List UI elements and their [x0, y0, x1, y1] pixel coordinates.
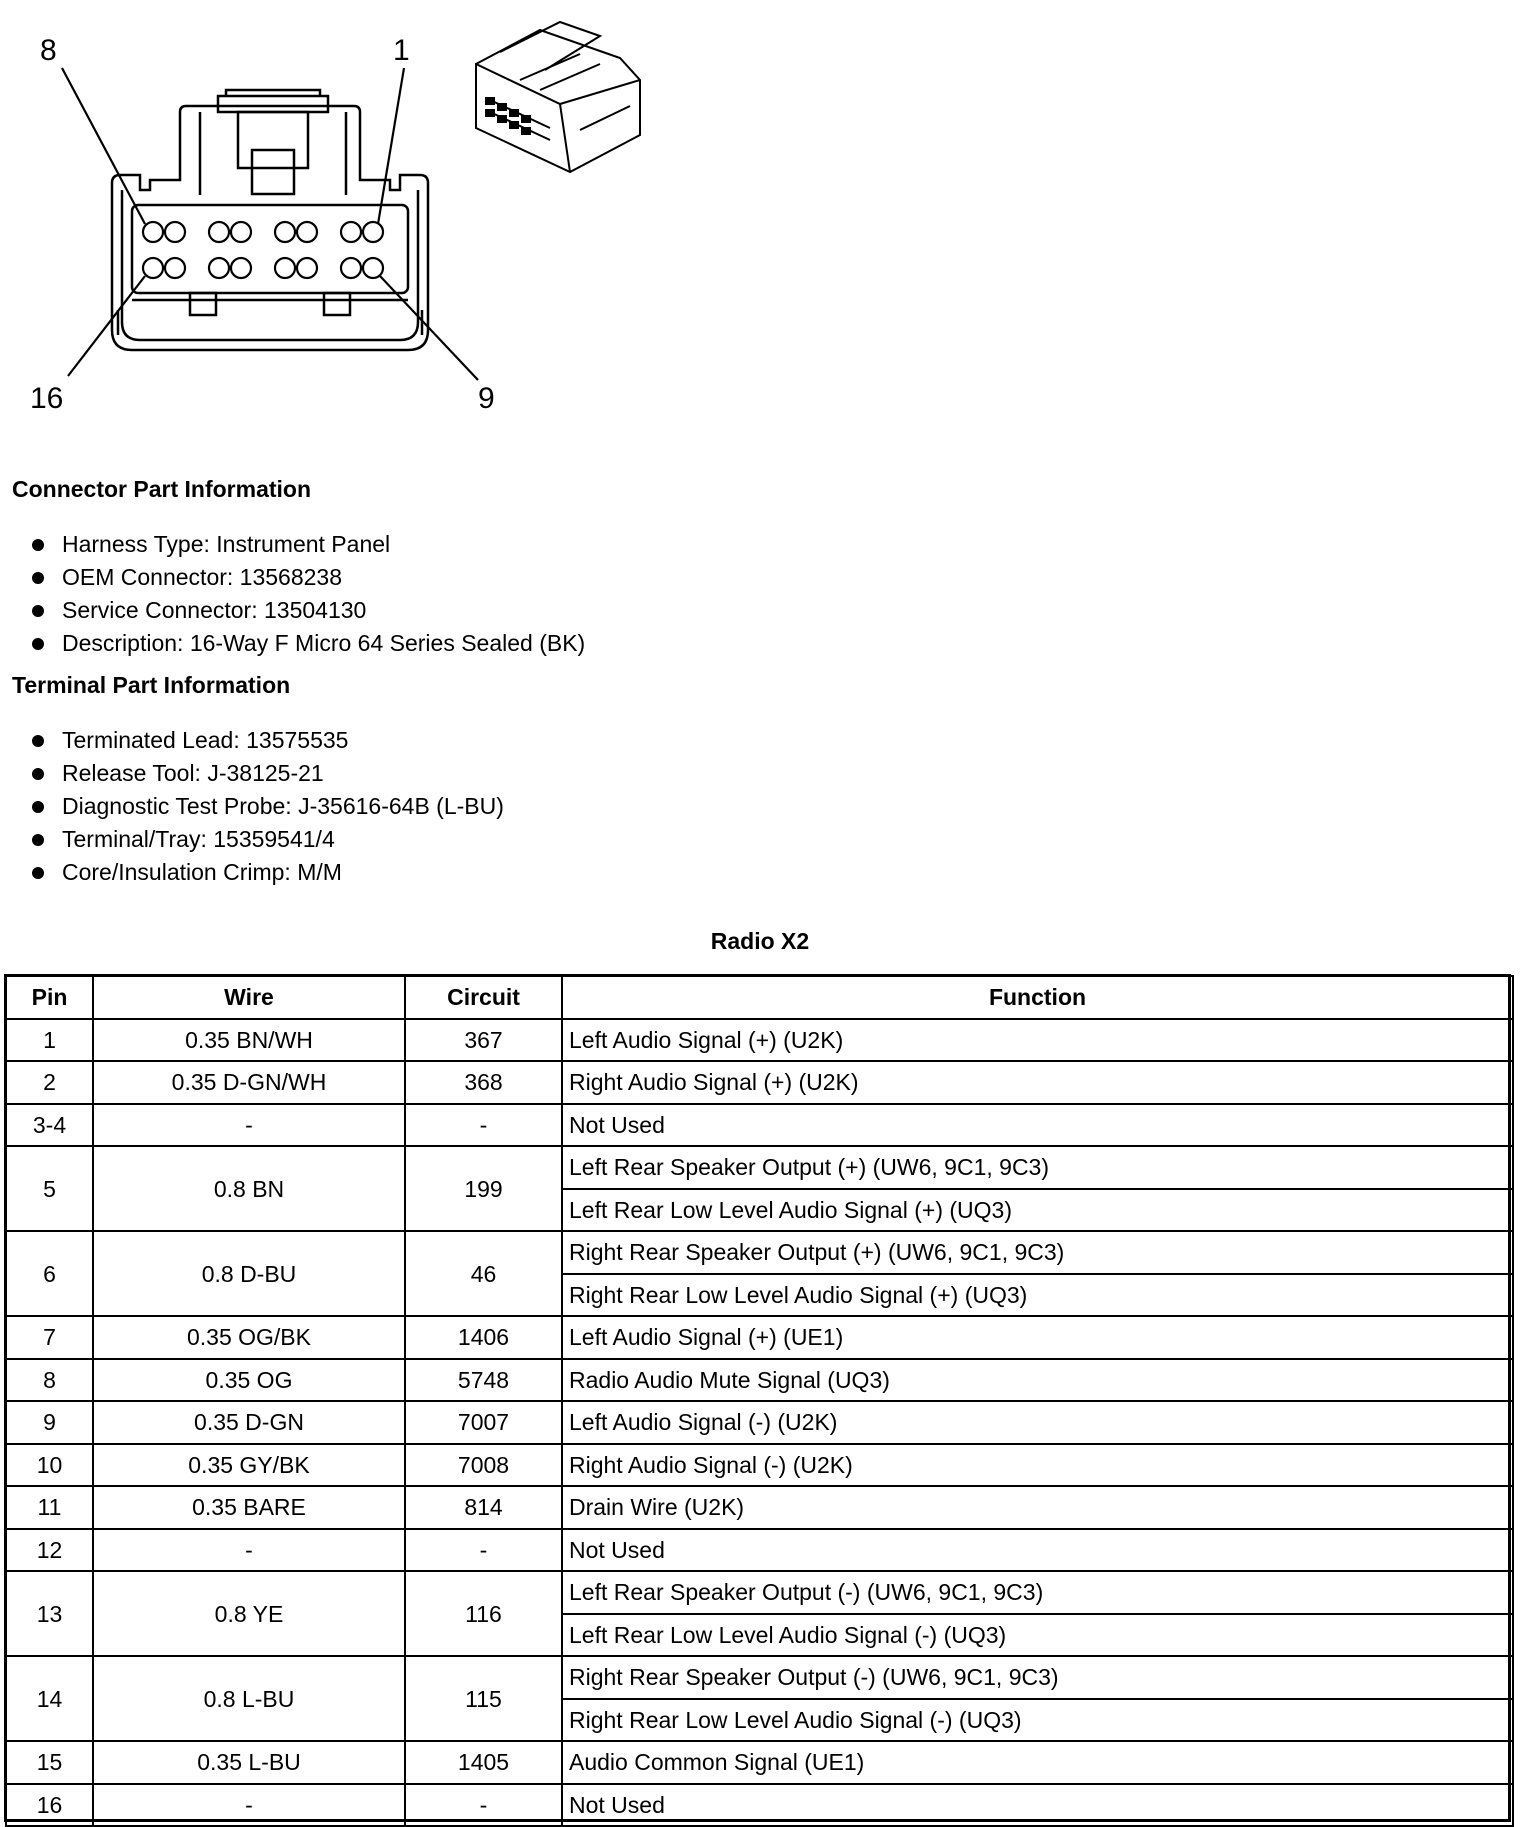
table-row — [6, 1231, 1513, 1274]
wire-cell: 0.35 BARE — [93, 1486, 405, 1529]
pin-label-8: 8 — [40, 34, 57, 67]
table-row — [6, 1316, 1513, 1359]
header-wire: Wire — [93, 976, 405, 1019]
wire-cell: 0.8 BN — [93, 1146, 405, 1231]
function-cell: Drain Wire (U2K) — [562, 1486, 1513, 1529]
wire-cell: 0.8 D-BU — [93, 1231, 405, 1316]
pin-cell: 5 — [6, 1146, 93, 1231]
wire-cell: - — [93, 1104, 405, 1147]
pin-label-1: 1 — [393, 34, 410, 67]
circuit-cell: 115 — [405, 1656, 562, 1741]
function-cell: Left Rear Speaker Output (-) (UW6, 9C1, 9C3) — [562, 1571, 1513, 1614]
pin-cell: 11 — [6, 1486, 93, 1529]
circuit-cell: 116 — [405, 1571, 562, 1656]
pin-cell: 7 — [6, 1316, 93, 1359]
circuit-cell: 7008 — [405, 1444, 562, 1487]
wire-cell: 0.35 L-BU — [93, 1741, 405, 1784]
pin-table — [5, 975, 1514, 1827]
connector-info-title: Connector Part Information — [12, 476, 312, 502]
function-cell: Left Audio Signal (+) (U2K) — [562, 1019, 1513, 1062]
connector-info-list — [30, 528, 585, 660]
function-cell: Right Rear Low Level Audio Signal (-) (UQ3) — [562, 1699, 1513, 1742]
pin-cell: 1 — [6, 1019, 93, 1062]
list-item: Release Tool: J-38125-21 — [30, 757, 504, 790]
table-row — [6, 1146, 1513, 1189]
function-cell: Not Used — [562, 1784, 1513, 1827]
list-item: Diagnostic Test Probe: J-35616-64B (L-BU) — [30, 790, 504, 823]
pin-cell: 14 — [6, 1656, 93, 1741]
connector-face-diagram — [0, 0, 700, 430]
pin-cell: 13 — [6, 1571, 93, 1656]
circuit-cell: 5748 — [405, 1359, 562, 1402]
function-cell: Right Rear Low Level Audio Signal (+) (UQ3) — [562, 1274, 1513, 1317]
table-row — [6, 1784, 1513, 1827]
wire-cell: 0.35 D-GN — [93, 1401, 405, 1444]
function-cell: Left Audio Signal (+) (UE1) — [562, 1316, 1513, 1359]
function-cell: Right Rear Speaker Output (+) (UW6, 9C1, 9C3) — [562, 1231, 1513, 1274]
circuit-cell: 1405 — [405, 1741, 562, 1784]
circuit-cell: 46 — [405, 1231, 562, 1316]
list-item: Terminal/Tray: 15359541/4 — [30, 823, 504, 856]
terminal-info-title: Terminal Part Information — [12, 672, 291, 698]
function-cell: Right Audio Signal (+) (U2K) — [562, 1061, 1513, 1104]
wire-cell: 0.35 OG — [93, 1359, 405, 1402]
circuit-cell: 367 — [405, 1019, 562, 1062]
table-row — [6, 1529, 1513, 1572]
circuit-cell: 7007 — [405, 1401, 562, 1444]
table-title: Radio X2 — [710, 928, 810, 954]
table-row — [6, 1401, 1513, 1444]
wire-cell: 0.35 D-GN/WH — [93, 1061, 405, 1104]
table-row — [6, 1571, 1513, 1614]
function-cell: Not Used — [562, 1104, 1513, 1147]
table-row — [6, 1486, 1513, 1529]
circuit-cell: 1406 — [405, 1316, 562, 1359]
pin-cell: 12 — [6, 1529, 93, 1572]
function-cell: Left Rear Low Level Audio Signal (+) (UQ3) — [562, 1189, 1513, 1232]
table-row — [6, 1061, 1513, 1104]
pin-label-16: 16 — [30, 382, 64, 415]
pin-cell: 2 — [6, 1061, 93, 1104]
function-cell: Audio Common Signal (UE1) — [562, 1741, 1513, 1784]
pin-cell: 3-4 — [6, 1104, 93, 1147]
pin-cell: 16 — [6, 1784, 93, 1827]
function-cell: Left Rear Speaker Output (+) (UW6, 9C1, 9C3) — [562, 1146, 1513, 1189]
table-row — [6, 1444, 1513, 1487]
list-item: Service Connector: 13504130 — [30, 594, 585, 627]
list-item: OEM Connector: 13568238 — [30, 561, 585, 594]
wire-cell: 0.35 BN/WH — [93, 1019, 405, 1062]
wire-cell: - — [93, 1529, 405, 1572]
pin-cell: 10 — [6, 1444, 93, 1487]
table-row — [6, 1359, 1513, 1402]
terminal-info-list — [30, 724, 504, 889]
connector-3d-icon — [476, 22, 640, 172]
table-row — [6, 1104, 1513, 1147]
circuit-cell: - — [405, 1784, 562, 1827]
list-item: Harness Type: Instrument Panel — [30, 528, 585, 561]
pin-cell: 6 — [6, 1231, 93, 1316]
wire-cell: 0.8 L-BU — [93, 1656, 405, 1741]
header-circuit: Circuit — [405, 976, 562, 1019]
circuit-cell: - — [405, 1529, 562, 1572]
pin-cell: 15 — [6, 1741, 93, 1784]
function-cell: Left Audio Signal (-) (U2K) — [562, 1401, 1513, 1444]
pin-cell: 9 — [6, 1401, 93, 1444]
list-item: Core/Insulation Crimp: M/M — [30, 856, 504, 889]
table-row — [6, 1019, 1513, 1062]
circuit-cell: 814 — [405, 1486, 562, 1529]
table-header-row — [6, 976, 1513, 1019]
table-row — [6, 1741, 1513, 1784]
wire-cell: 0.35 OG/BK — [93, 1316, 405, 1359]
wire-cell: - — [93, 1784, 405, 1827]
circuit-cell: - — [405, 1104, 562, 1147]
list-item: Description: 16-Way F Micro 64 Series Sealed (BK) — [30, 627, 585, 660]
function-cell: Right Audio Signal (-) (U2K) — [562, 1444, 1513, 1487]
table-row — [6, 1656, 1513, 1699]
function-cell: Radio Audio Mute Signal (UQ3) — [562, 1359, 1513, 1402]
function-cell: Right Rear Speaker Output (-) (UW6, 9C1, 9C3) — [562, 1656, 1513, 1699]
circuit-cell: 368 — [405, 1061, 562, 1104]
pin-cell: 8 — [6, 1359, 93, 1402]
function-cell: Not Used — [562, 1529, 1513, 1572]
function-cell: Left Rear Low Level Audio Signal (-) (UQ3) — [562, 1614, 1513, 1657]
pin-label-9: 9 — [478, 382, 495, 415]
wire-cell: 0.8 YE — [93, 1571, 405, 1656]
wire-cell: 0.35 GY/BK — [93, 1444, 405, 1487]
header-function: Function — [562, 976, 1513, 1019]
list-item: Terminated Lead: 13575535 — [30, 724, 504, 757]
circuit-cell: 199 — [405, 1146, 562, 1231]
header-pin: Pin — [6, 976, 93, 1019]
